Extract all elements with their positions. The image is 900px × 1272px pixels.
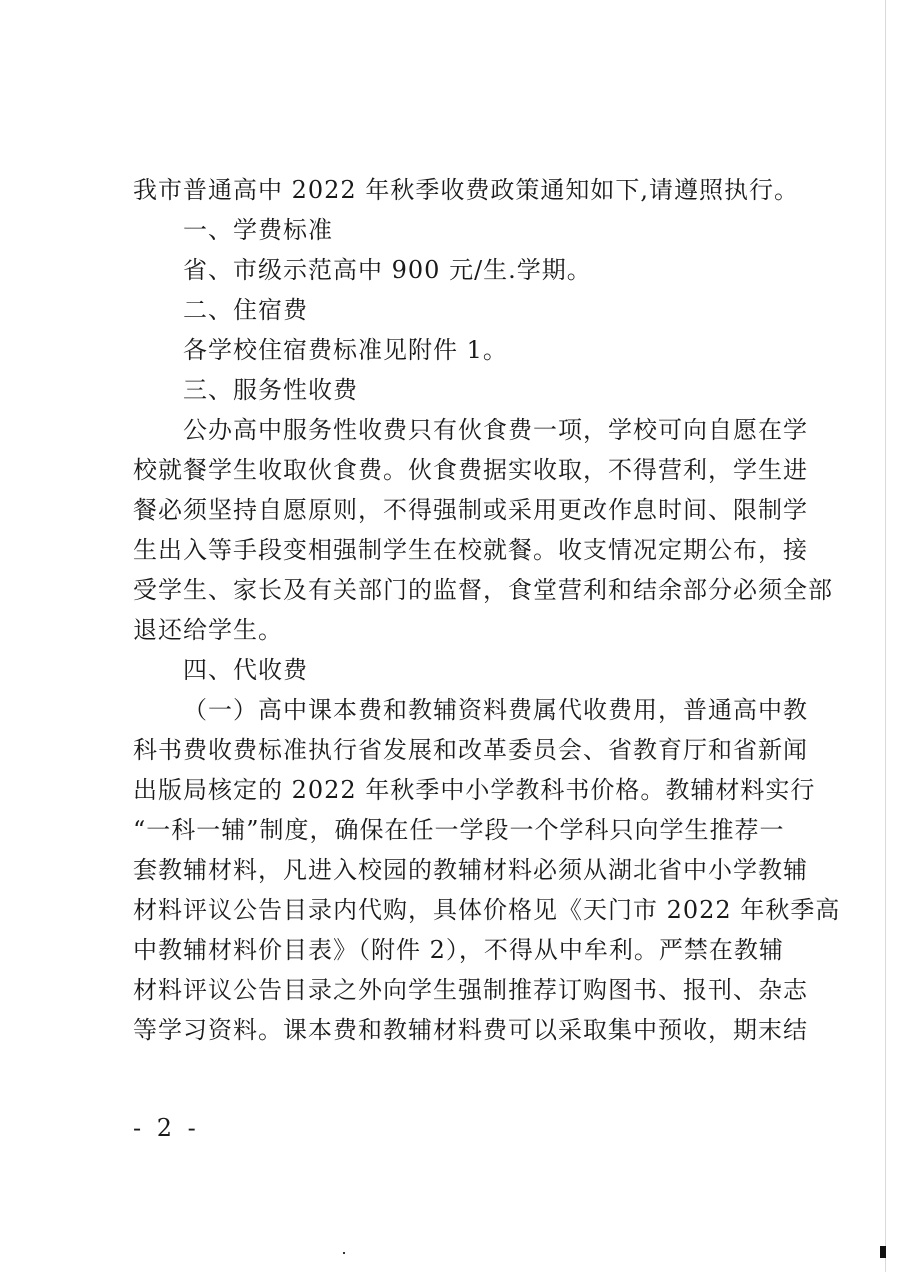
paragraph-line: 生出入等手段变相强制学生在校就餐。收支情况定期公布，接: [133, 536, 808, 564]
section-heading-service-fees: 三、服务性收费: [183, 376, 358, 404]
page-number: - 2 -: [133, 1114, 200, 1142]
section-heading-tuition: 一、学费标准: [183, 216, 333, 244]
section-heading-accommodation: 二、住宿费: [183, 296, 308, 324]
paragraph-line: 公办高中服务性收费只有伙食费一项，学校可向自愿在学: [183, 416, 808, 444]
paragraph-line: 省、市级示范高中 900 元/生.学期。: [183, 256, 592, 284]
paragraph-line: 校就餐学生收取伙食费。伙食费据实收取，不得营利，学生进: [133, 456, 808, 484]
paragraph-line: 中教辅材料价目表》（附件 2），不得从中牟利。严禁在教辅: [133, 936, 784, 964]
paragraph-line: 等学习资料。课本费和教辅材料费可以采取集中预收，期末结: [133, 1016, 808, 1044]
paragraph-line: 材料评议公告目录内代购，具体价格见《天门市 2022 年秋季高: [133, 896, 841, 924]
paragraph-line: 受学生、家长及有关部门的监督，食堂营利和结余部分必须全部: [133, 576, 833, 604]
scan-corner-mark: [880, 1246, 886, 1258]
paragraph-line: 各学校住宿费标准见附件 1。: [183, 336, 508, 364]
paragraph-line: 出版局核定的 2022 年秋季中小学教科书价格。教辅材料实行: [133, 776, 816, 804]
paragraph-line: 餐必须坚持自愿原则，不得强制或采用更改作息时间、限制学: [133, 496, 808, 524]
paragraph-line: 退还给学生。: [133, 616, 283, 644]
paragraph-line: （一）高中课本费和教辅资料费属代收费用，普通高中教: [183, 696, 808, 724]
paragraph-line: 套教辅材料，凡进入校园的教辅材料必须从湖北省中小学教辅: [133, 856, 808, 884]
document-body: [133, 170, 841, 1050]
scan-dot-mark: [343, 1252, 345, 1254]
paragraph-line: “一科一辅”制度，确保在任一学段一个学科只向学生推荐一: [133, 816, 785, 844]
paragraph-line: 我市普通高中 2022 年秋季收费政策通知如下,请遵照执行。: [133, 176, 799, 204]
paragraph-line: 科书费收费标准执行省发展和改革委员会、省教育厅和省新闻: [133, 736, 808, 764]
section-heading-collection-fees: 四、代收费: [183, 656, 308, 684]
scan-edge-line: [885, 0, 886, 1272]
paragraph-line: 材料评议公告目录之外向学生强制推荐订购图书、报刊、杂志: [133, 976, 808, 1004]
